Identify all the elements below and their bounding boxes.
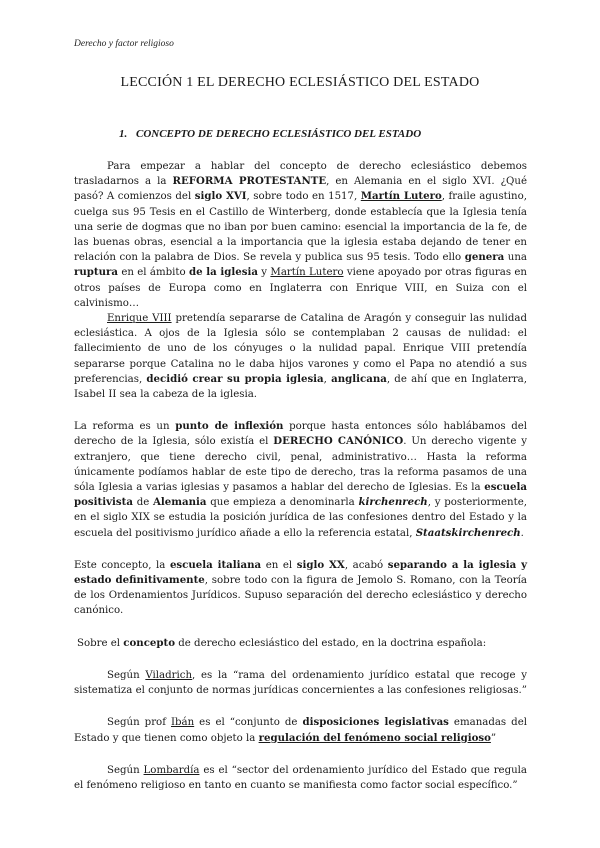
bold-text: anglicana [331,372,387,385]
text-run: Según prof [107,717,171,729]
text-run: , sobre todo con la figura de Jemolo S. Romano, con la Teoría de los Ordenamientos Jurídicos. Supuso separación del derecho eclesiástico y derecho canónico. [74,575,527,617]
bold-text: decidió crear su propia iglesia [146,372,324,385]
bold-text: disposiciones legislativas [302,716,449,729]
text-run: Según [107,764,144,776]
bold-text: concepto [123,636,176,649]
bold-italic-term: Staatskirchenrech [415,526,521,539]
underlined-name: Viladrich [145,669,193,681]
document-title: LECCIÓN 1 EL DERECHO ECLESIÁSTICO DEL ESTADO [120,75,480,90]
document-body [74,159,527,793]
text-run: , [323,373,332,385]
text-run: emanadas del Estado y que tienen como objeto la [74,717,527,744]
bold-text: ruptura [74,266,118,279]
bold-text: siglo XX [296,558,345,571]
text-run: una [504,252,527,264]
underlined-bold-name: Martín Lutero [360,190,442,203]
bold-text: escuela italiana [169,558,262,571]
underlined-name: Martín Lutero [270,267,344,279]
text-run: que empieza a denominarla [206,497,359,509]
underlined-name: Lombardía [143,764,200,776]
text-run: La reforma es un [74,421,176,433]
bold-text: DERECHO CANÓNICO [273,435,404,448]
text-run: . [520,527,524,539]
text-run: de [132,497,154,509]
paragraph-enrique [74,311,527,402]
bold-text: escuela positivista [74,481,527,509]
paragraph-punto-inflexion [74,419,527,541]
running-header: Derecho y factor religioso [74,39,174,49]
text-run: Para empezar a hablar del concepto de derecho eclesiástico debemos trasladarnos a la [74,161,527,188]
bold-italic-term: kirchenrech [358,496,428,509]
text-run: , de ahí que en Inglaterra, Isabel II sea la cabeza de la iglesia. [74,373,527,401]
bold-text: Alemania [153,496,207,509]
text-run: pretendía separarse de Catalina de Aragón y conseguir las nulidad eclesiástica. A ojos de la Iglesia sólo se contemplaban 2 causas de nulidad: el fallecimiento de uno de los cónyuges o la nulidad papal. Enrique VIII pretendía separarse porque Catalina no le daba hijos varones y como el Papa no atendió a sus preferencias, [74,313,528,385]
underlined-bold-text: regulación del fenómeno social religioso [258,731,491,744]
definition-lombardia [74,763,527,793]
paragraph-concepto [74,636,527,651]
underlined-name: Enrique VIII [107,313,172,325]
text-run: , en Alemania en el siglo XVI. ¿Qué pasó? A comienzos del [74,176,528,203]
text-run: y [257,267,271,279]
bold-text: separando a la iglesia y estado definitivamente [74,558,528,587]
definition-iban [74,715,527,745]
text-run: ” [490,732,497,744]
text-run: viene apoyado por otras figuras en otros países de Europa como en Inglaterra con Enrique VIII, en Suiza con el calvinismo… [74,267,527,309]
underlined-name: Ibán [170,717,195,729]
section-title: CONCEPTO DE DERECHO ECLESIÁSTICO DEL ESTADO [136,128,422,140]
text-run: es el “conjunto de [194,717,303,729]
text-run: porque hasta entonces sólo hablábamos del derecho de la Iglesia, sólo existía el [74,421,528,448]
bold-text: de la iglesia [189,266,258,279]
text-run: , y posteriormente, en el siglo XIX se estudia la posición jurídica de las confesiones dentro del Estado y la escuela del positivismo jurídico añade a ello la referencia estatal, [74,497,527,539]
bold-text: REFORMA PROTESTANTE [172,175,327,188]
bold-text: siglo XVI [194,190,247,203]
bold-text: punto de inflexión [175,420,284,433]
bold-text: genera [464,251,505,264]
text-run: de derecho eclesiástico del estado, en la doctrina española: [175,637,487,649]
text-run: , fraile agustino, cuelga sus 95 Tesis en el Castillo de Winterberg, donde establecía que la Iglesia tenía una serie de dogmas que no iban por buen camino: esencial la importancia de la fe, de las buenas obras, esencial a la importancia que la iglesia estaba dejando de tener en relación con la palabra de Dios. Se revela y publica sus 95 tesis. Todo ello [74,191,527,264]
text-run: Sobre el [77,637,124,649]
text-run: , sobre todo en 1517, [246,191,361,203]
text-run: en el [261,559,297,571]
paragraph-reforma [74,159,527,311]
text-run: Este concepto, la [74,559,170,571]
text-run: Según [107,669,146,681]
paragraph-escuela-italiana [74,558,527,619]
text-run: , es la “rama del ordenamiento jurídico estatal que recoge y sistematiza el conjunto de normas jurídicas concernientes a las confesiones religiosas.” [74,669,527,697]
section-heading [119,128,421,140]
text-run: . Un derecho vigente y extranjero, que tiene derecho civil, penal, administrativo… Hasta la reforma únicamente podíamos hablar de este tipo de derecho, tras la reforma pasamos de una sóla Iglesia a varias iglesias y pasamos a hablar del derecho de Iglesias. Es la [74,436,527,494]
definition-viladrich [74,668,527,698]
text-run: , acabó [344,559,388,571]
text-run: es el “sector del ordenamiento jurídico del Estado que regula el fenómeno religioso en tanto en cuanto se manifiesta como factor social específico.” [74,764,528,791]
text-run: en el ámbito [117,267,189,279]
section-number: 1. [119,128,128,140]
